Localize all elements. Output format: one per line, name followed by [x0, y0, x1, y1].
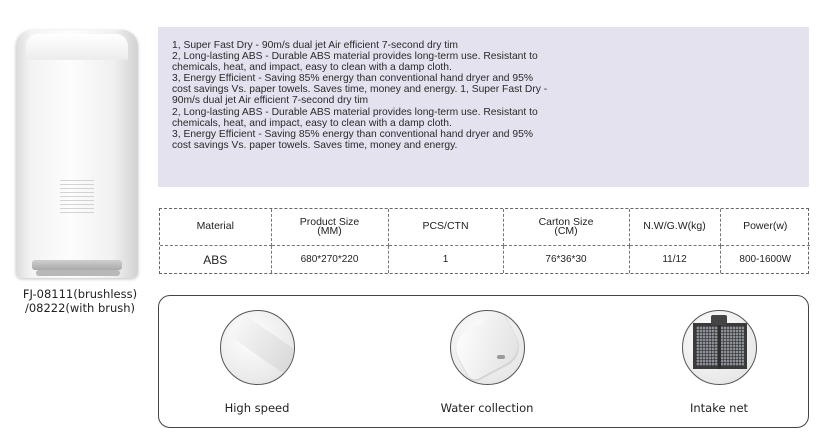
model-line-2: /08222(with brush): [24, 301, 136, 315]
high-speed-image: [220, 310, 295, 385]
header-product-size: [271, 209, 388, 246]
product-image-panel: [8, 6, 158, 286]
dryer-water-tray: [36, 270, 120, 276]
feature-caption: Intake net: [689, 401, 749, 415]
water-collection-image: [450, 310, 525, 385]
value-pcs-ctn: 1: [388, 246, 503, 273]
hand-dryer-image: [16, 30, 138, 278]
header-pcs-ctn: PCS/CTN: [388, 209, 503, 246]
feature-water-collection: [412, 310, 562, 415]
feature-caption: High speed: [224, 401, 290, 415]
water-tray-detail: [450, 312, 525, 383]
header-carton-size-label: Carton Size: [538, 215, 594, 228]
model-line-1: FJ-08111(brushless): [22, 287, 138, 301]
feature-intake-net: [644, 310, 794, 415]
description-text: 1, Super Fast Dry - 90m/s dual jet Air efficient 7-second dry tim 2, Long-lasting ABS - Durable ABS material provides long-term use. Resistant to chemicals, heat, and impact, easy to clean with a damp cloth. 3, Energy Efficient - Saving 85% energy than conventional hand dryer and 95% cost savings Vs. paper towels. Saves time, money and energy. 1, Super Fast Dry - 90m/s dual jet Air efficient 7-second dry tim 2, Long-lasting ABS - Durable ABS material provides long-term use. Resistant to chemicals, heat, and impact, easy to clean with a damp cloth. 3, Energy Efficient - Saving 85% energy than conventional hand dryer and 95% cost savings Vs. paper towels. Saves time, money and energy.: [172, 40, 548, 151]
spec-table: [159, 208, 809, 274]
value-power: 800-1600W: [720, 246, 810, 273]
air-outlet-detail: [227, 313, 294, 374]
value-weight: 11/12: [629, 246, 720, 273]
value-product-size: 680*270*220: [271, 246, 388, 273]
drain-plug-detail: [497, 355, 505, 359]
dryer-spec-label: [60, 180, 94, 214]
dryer-air-slot: [32, 260, 122, 270]
model-name: [0, 287, 160, 315]
feature-caption: Water collection: [440, 401, 534, 415]
features-panel: [158, 295, 809, 428]
header-product-size-unit: (MM): [317, 225, 342, 238]
intake-net-image: [682, 310, 757, 385]
filter-pull-tab: [711, 315, 727, 325]
spec-value-row: [160, 246, 810, 273]
description-box: [158, 27, 809, 187]
header-carton-size: [503, 209, 629, 246]
header-power: Power(w): [720, 209, 810, 246]
header-material: Material: [160, 209, 271, 246]
dryer-top-cover: [26, 34, 128, 60]
header-carton-size-unit: (CM): [554, 225, 578, 238]
value-material: ABS: [160, 246, 271, 273]
feature-high-speed: [182, 310, 332, 415]
spec-header-row: [160, 209, 810, 246]
header-weight: N.W/G.W(kg): [629, 209, 720, 246]
value-carton-size: 76*36*30: [503, 246, 629, 273]
header-product-size-label: Product Size: [299, 215, 360, 228]
filter-frame-bar: [718, 323, 721, 369]
